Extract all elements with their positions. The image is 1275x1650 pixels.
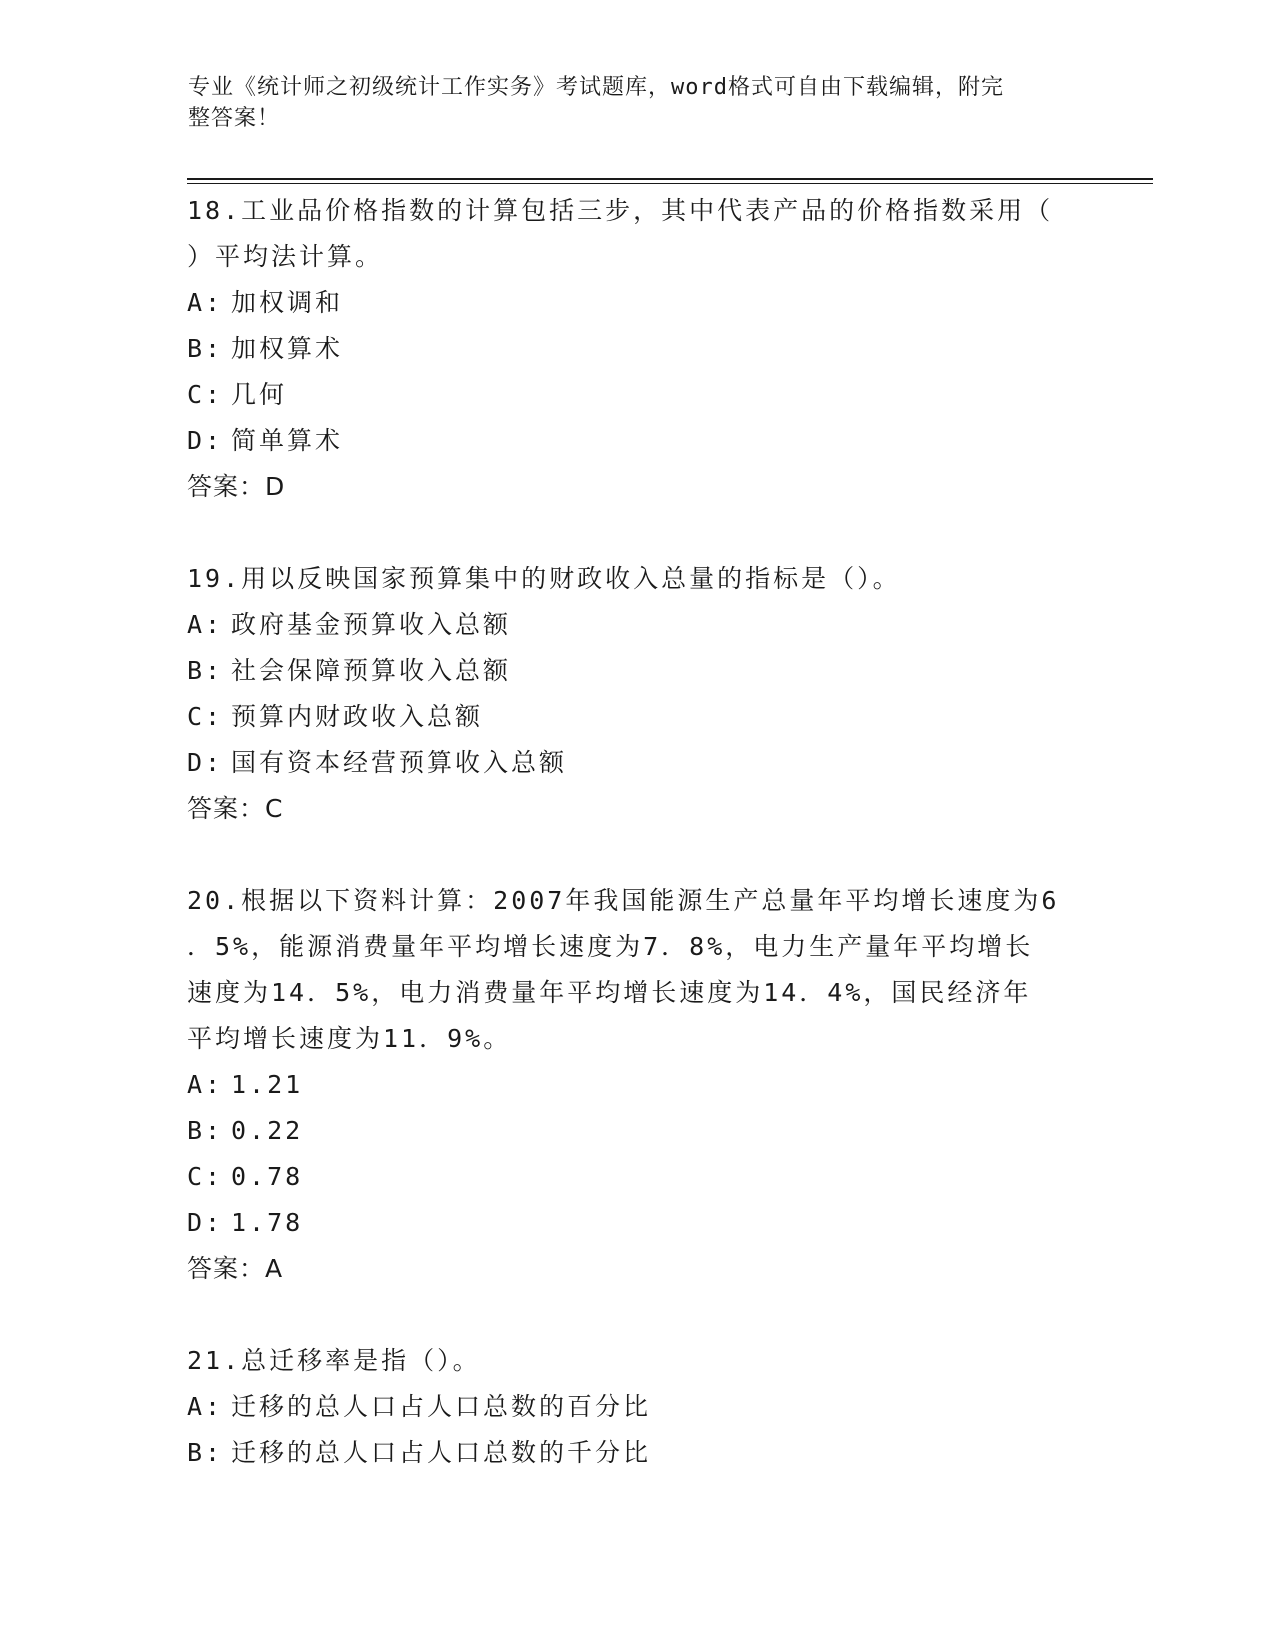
- question-stem-line: 平均增长速度为11．9%。: [187, 1024, 512, 1053]
- option-text: 社会保障预算收入总额: [231, 656, 512, 685]
- option-key: C:: [187, 1162, 224, 1191]
- option-b: [187, 648, 1087, 694]
- option-c: [187, 694, 1087, 740]
- option-a: [187, 280, 1087, 326]
- option-b: [187, 1430, 1087, 1476]
- option-key: A:: [187, 1392, 224, 1421]
- option-key: B:: [187, 656, 224, 685]
- option-key: B:: [187, 334, 224, 363]
- answer-label: 答案：C: [187, 794, 284, 823]
- option-key: C:: [187, 702, 224, 731]
- option-key: A:: [187, 610, 224, 639]
- answer-label: 答案：A: [187, 1254, 284, 1283]
- question-stem-line: ．5%，能源消费量年平均增长速度为7．8%，电力生产量年平均增长: [187, 932, 1034, 961]
- question-stem-line: ）平均法计算。: [187, 242, 384, 271]
- option-c: [187, 1154, 1087, 1200]
- question-stem: [187, 1338, 1087, 1384]
- option-a: [187, 1384, 1087, 1430]
- question-18: [187, 188, 1087, 510]
- option-text: 简单算术: [231, 426, 344, 455]
- option-key: B:: [187, 1116, 224, 1145]
- option-key: D:: [187, 426, 224, 455]
- option-key: B:: [187, 1438, 224, 1467]
- option-text: 0.78: [231, 1162, 304, 1191]
- option-a: [187, 1062, 1087, 1108]
- question-list: [187, 188, 1087, 1522]
- option-text: 0.22: [231, 1116, 304, 1145]
- option-text: 政府基金预算收入总额: [231, 610, 512, 639]
- option-key: A:: [187, 1070, 224, 1099]
- option-text: 几何: [231, 380, 288, 409]
- page-header: [188, 72, 1068, 134]
- option-a: [187, 602, 1087, 648]
- option-key: D:: [187, 748, 224, 777]
- option-d: [187, 1200, 1087, 1246]
- question-stem-line: 18.工业品价格指数的计算包括三步，其中代表产品的价格指数采用（: [187, 196, 1054, 225]
- answer-label: 答案：D: [187, 472, 286, 501]
- option-d: [187, 740, 1087, 786]
- question-stem-line: 20.根据以下资料计算：2007年我国能源生产总量年平均增长速度为6: [187, 886, 1060, 915]
- header-line-2: 整答案！: [188, 106, 281, 131]
- option-text: 国有资本经营预算收入总额: [231, 748, 568, 777]
- question-19: [187, 556, 1087, 832]
- question-20: [187, 878, 1087, 1292]
- question-stem-line: 速度为14．5%，电力消费量年平均增长速度为14．4%，国民经济年: [187, 978, 1032, 1007]
- question-stem: [187, 878, 1087, 1062]
- option-text: 加权算术: [231, 334, 344, 363]
- option-c: [187, 372, 1087, 418]
- option-text: 迁移的总人口占人口总数的千分比: [231, 1438, 652, 1467]
- option-d: [187, 418, 1087, 464]
- option-key: C:: [187, 380, 224, 409]
- header-divider: [187, 178, 1153, 184]
- option-text: 1.21: [231, 1070, 304, 1099]
- option-key: A:: [187, 288, 224, 317]
- option-text: 迁移的总人口占人口总数的百分比: [231, 1392, 652, 1421]
- option-b: [187, 1108, 1087, 1154]
- option-b: [187, 326, 1087, 372]
- option-key: D:: [187, 1208, 224, 1237]
- option-text: 加权调和: [231, 288, 344, 317]
- question-stem-line: 19.用以反映国家预算集中的财政收入总量的指标是（）。: [187, 564, 901, 593]
- question-stem: [187, 556, 1087, 602]
- question-stem: [187, 188, 1087, 280]
- question-21: [187, 1338, 1087, 1476]
- question-stem-line: 21.总迁移率是指（）。: [187, 1346, 481, 1375]
- option-text: 1.78: [231, 1208, 304, 1237]
- option-text: 预算内财政收入总额: [231, 702, 484, 731]
- header-line-1: 专业《统计师之初级统计工作实务》考试题库，word格式可自由下载编辑，附完: [188, 75, 1004, 100]
